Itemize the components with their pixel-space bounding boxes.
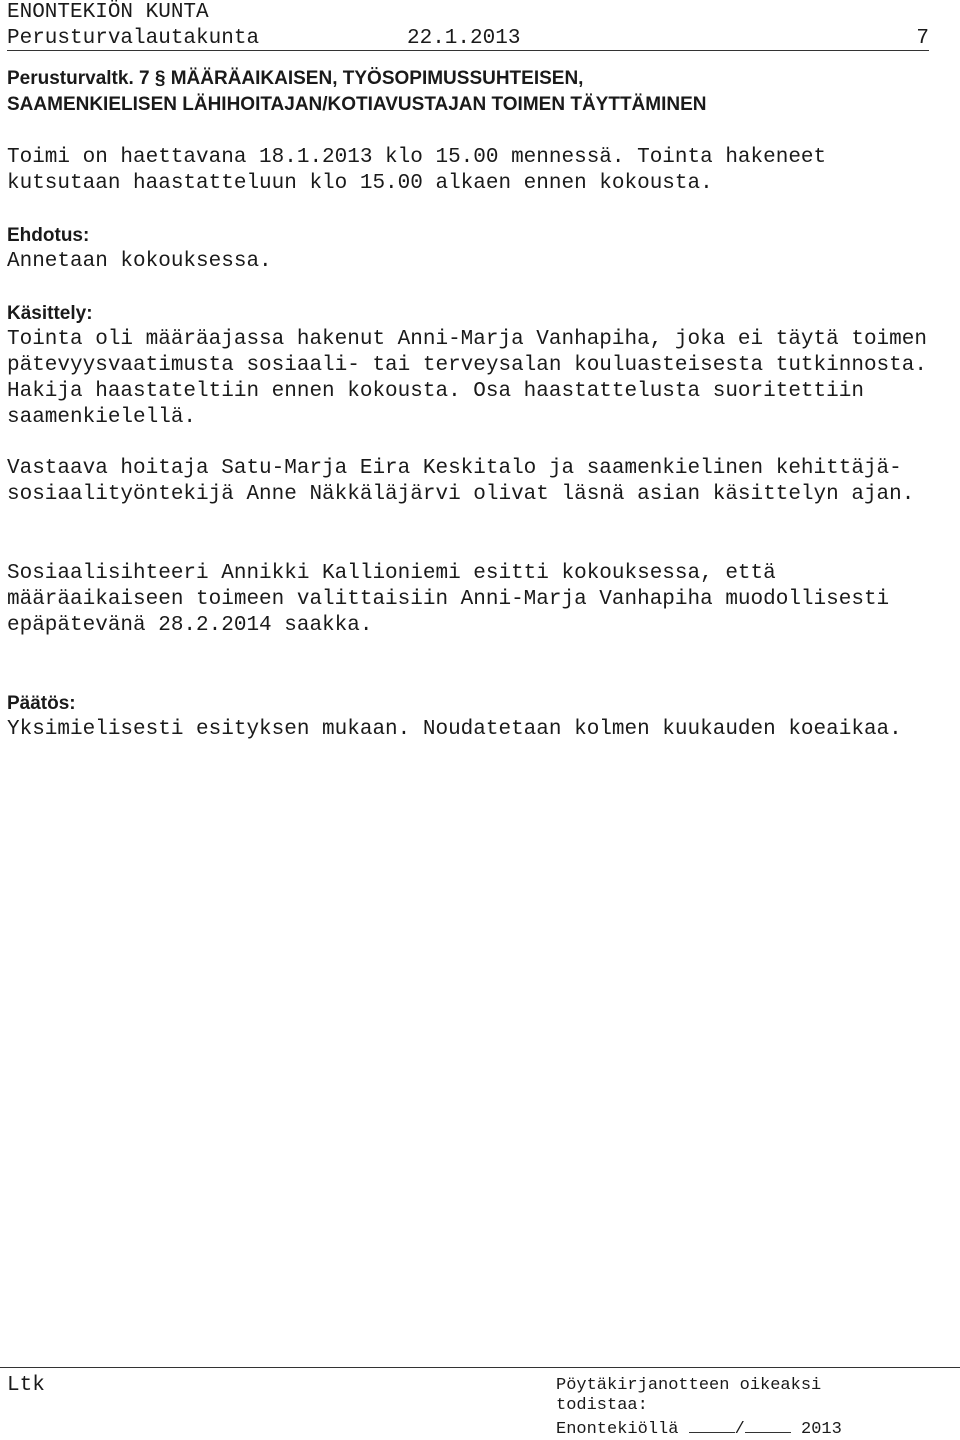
footer-initials: Ltk <box>7 1374 45 1397</box>
proposal-paragraph: Sosiaalisihteeri Annikki Kallioniemi esitti kokouksessa, että määräaikaiseen toimeen valittaisiin Anni-Marja Vanhapiha muodollisesti epäpätevänä 28.2.2014 saakka. <box>7 562 890 637</box>
date-separator: / <box>734 1420 745 1439</box>
month-blank <box>745 1416 791 1433</box>
paatos-heading: Päätös: <box>7 693 76 714</box>
meeting-date: 22.1.2013 <box>407 27 521 50</box>
section-title-line1: MÄÄRÄAIKAISEN, TYÖSOPIMUSSUHTEISEN, <box>165 68 584 89</box>
certification-place-date <box>556 1416 842 1440</box>
board-name: Perusturvalautakunta <box>7 27 260 50</box>
attendance-paragraph: Vastaava hoitaja Satu-Marja Eira Keskitalo ja saamenkielinen kehittäjä-sosiaalityöntekijä Anne Näkkäläjärvi olivat läsnä asian käsittelyn ajan. <box>7 457 915 506</box>
certification-line1: Pöytäkirjanotteen oikeaksi <box>556 1376 822 1395</box>
organization-name: ENONTEKIÖN KUNTA <box>7 1 209 24</box>
intro-paragraph: Toimi on haettavana 18.1.2013 klo 15.00 mennessä. Tointa hakeneet kutsutaan haastatteluun klo 15.00 alkaen ennen kokousta. <box>7 146 827 195</box>
kasittely-text: Tointa oli määräajassa hakenut Anni-Marja Vanhapiha, joka ei täytä toimen pätevyysvaatimusta sosiaali- tai terveysalan kouluasteisesta tutkinnosta. Hakija haastateltiin ennen kokousta. Osa haastattelusta suoritettiin saamenkielellä. <box>7 328 927 429</box>
section-symbol: § <box>154 68 166 89</box>
day-blank <box>689 1416 735 1433</box>
section-title <box>7 66 707 118</box>
paatos-text: Yksimielisesti esityksen mukaan. Noudatetaan kolmen kuukauden koeaikaa. <box>7 718 902 741</box>
kasittely-heading: Käsittely: <box>7 303 93 324</box>
section-title-line2: SAAMENKIELISEN LÄHIHOITAJAN/KOTIAVUSTAJAN TOIMEN TÄYTTÄMINEN <box>7 94 707 115</box>
ehdotus-heading: Ehdotus: <box>7 225 90 246</box>
ehdotus-text: Annetaan kokouksessa. <box>7 250 272 273</box>
certification-place: Enontekiöllä <box>556 1420 679 1439</box>
header-line <box>7 26 929 52</box>
certification-year: 2013 <box>801 1420 842 1439</box>
page-number: 7 <box>916 27 929 50</box>
header-rule <box>7 50 929 51</box>
certification-line2: todistaa: <box>556 1396 648 1415</box>
section-prefix: Perusturvaltk. 7 <box>7 68 155 89</box>
footer-rule <box>0 1367 960 1368</box>
